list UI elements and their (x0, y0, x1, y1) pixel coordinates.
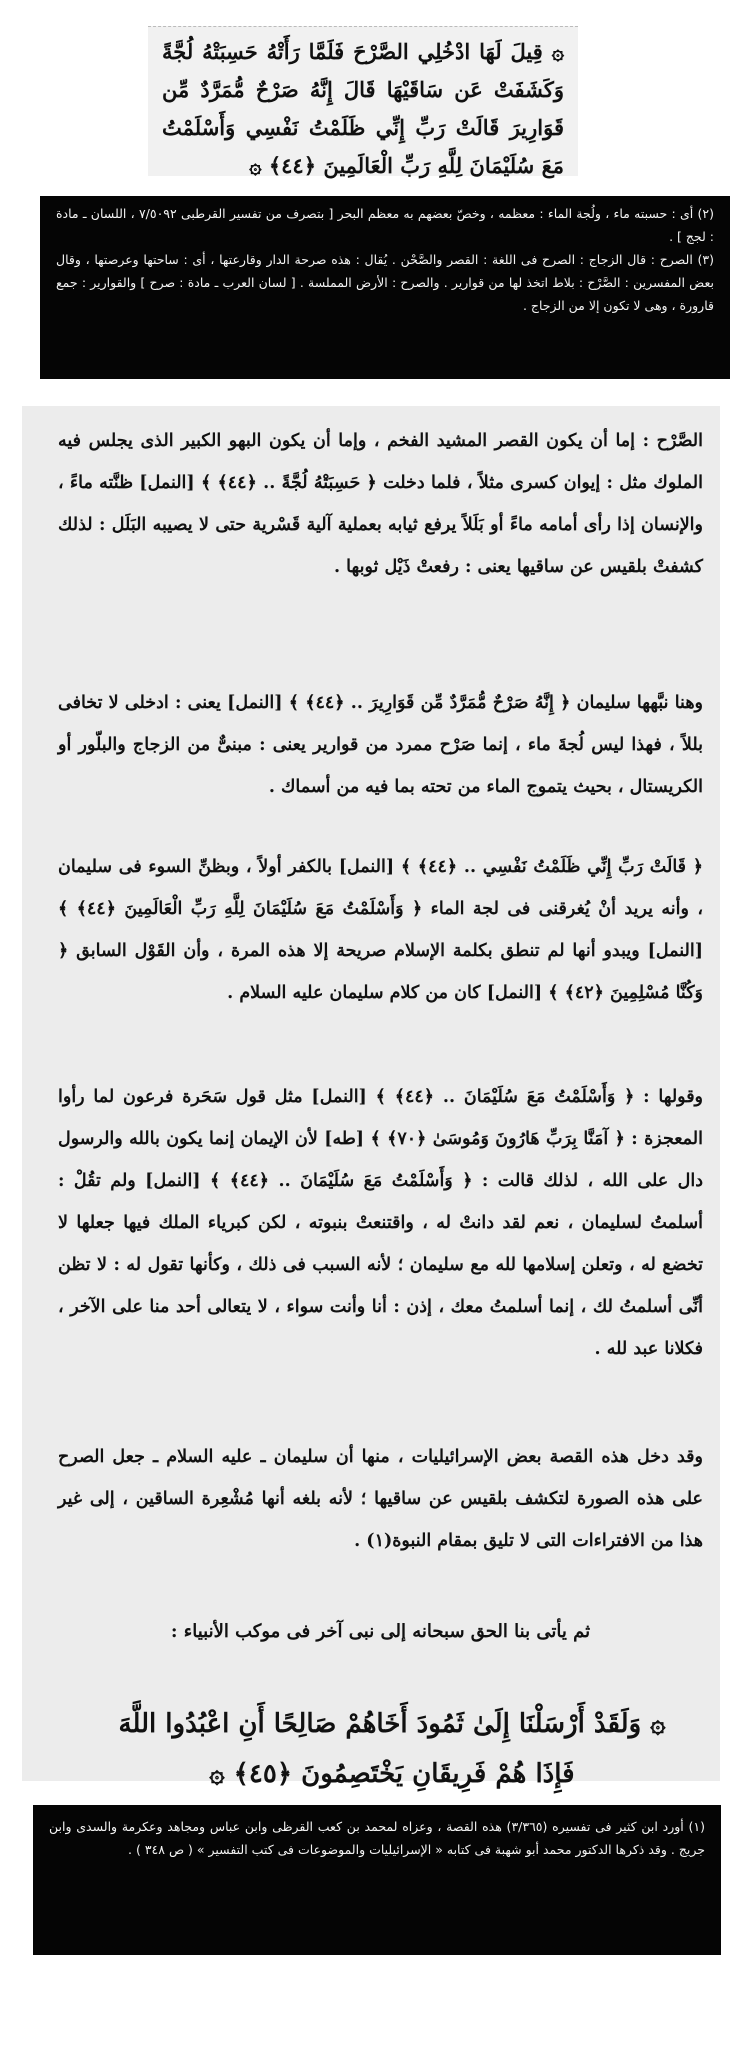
footnote-2: (٢) أى : حسبته ماء ، ولُجة الماء : معظمه ، وخصّ بعضهم به معظم البحر [ بتصرف من تفسير القرطبى ٧/٥٠٩٢ ، اللسان ـ مادة : لجج ] . (56, 206, 714, 244)
quran-verse-bottom: ۞ وَلَقَدْ أَرْسَلْنَا إِلَىٰ ثَمُودَ أَخَاهُمْ صَالِحًا أَنِ اعْبُدُوا اللَّهَ فَإِذَا هُمْ فَرِيقَانِ يَخْتَصِمُونَ ﴿٤٥﴾ ۞ (118, 1709, 666, 1789)
footnote-bottom-panel (33, 1805, 721, 1955)
paragraph-her-saying: وقولها : ﴿ وَأَسْلَمْتُ مَعَ سُلَيْمَانَ .. ﴿٤٤﴾ ﴾ [النمل] مثل قول سَحَرة فرعون لما رأوا المعجزة : ﴿ آمَنَّا بِرَبِّ هَارُونَ وَمُوسَىٰ ﴿٧٠﴾ ﴾ [طه] لأن الإيمان إنما يكون بالله والرسول دال على الله ، لذلك قالت : ﴿ وَأَسْلَمْتُ مَعَ سُلَيْمَانَ .. ﴿٤٤﴾ ﴾ [النمل] ولم تقُلْ : أسلمتُ لسليمان ، نعم لقد دانتْ له ، واقتنعتْ بنبوته ، لكن كبرياء الملك فيها جعلها لا تخضع له ، وتعلن إسلامها لله مع سليمان ؛ لأنه السبب فى ذلك ، وكأنها تقول له : لا تظن أنِّى أسلمتُ لك ، إنما أسلمتُ معك ، إذن : أنا وأنت سواء ، لا يتعالى أحد منا على الآخر ، فكلانا عبد لله . (58, 1087, 704, 1359)
paragraph-queen-confession: ﴿ قَالَتْ رَبِّ إِنِّي ظَلَمْتُ نَفْسِي .. ﴿٤٤﴾ ﴾ [النمل] بالكفر أولاً ، وبظنِّ السوء فى سليمان ، وأنه يريد أنْ يُغرقنى فى لجة الماء ﴿ وَأَسْلَمْتُ مَعَ سُلَيْمَانَ لِلَّهِ رَبِّ الْعَالَمِينَ ﴿٤٤﴾ ﴾ [النمل] ويبدو أنها لم تنطق بكلمة الإسلام صريحة إلا هذه المرة ، وأن القَوْل السابق ﴿ وَكُنَّا مُسْلِمِينَ ﴿٤٢﴾ ﴾ [النمل] كان من كلام سليمان عليه السلام . (58, 857, 703, 1003)
quran-verse-top (148, 26, 578, 176)
footnote-1: (١) أورد ابن كثير فى تفسيره (٣/٣٦٥) هذه القصة ، وعزاه لمحمد بن كعب القرظى وابن عباس ومجاهد وعكرمة والسدى وابن جريج . وقد ذكرها الدكتور محمد أبو شهبة فى كتابه « الإسرائيليات والموضوعات فى كتب التفسير » ( ص ٣٤٨ ) . (49, 1819, 705, 1857)
transition-line: ثم يأتى بنا الحق سبحانه إلى نبى آخر فى موكب الأنبياء : (170, 1621, 591, 1642)
main-text-panel (22, 406, 720, 1789)
paragraph-israiliyyat: وقد دخل هذه القصة بعض الإسرائيليات ، منها أن سليمان ـ عليه السلام ـ جعل الصرح على هذه الصورة لتكشف بلقيس عن ساقيها ؛ لأنه بلغه أنها مُشْعِرة الساقين ، إلى غير هذا من الافتراءات التى لا تليق بمقام النبوة(١) . (58, 1447, 703, 1551)
footnote-3: (٣) الصرح : قال الزجاج : الصرح فى اللغة : القصر والصَّحْن . يُقال : هذه صرحة الدار وقارعتها ، أى : ساحتها وعرصتها ، وقال بعض المفسرين : الصَّرْح : بلاط اتخذ لها من قوارير . والصرح : الأرض المملسة . [ لسان العرب ـ مادة : صرح ] والقوارير : جمع قارورة ، وهى لا تكون إلا من الزجاج . (56, 252, 714, 313)
paragraph-sarh-definition: الصَّرْح : إما أن يكون القصر المشيد الفخم ، وإما أن يكون البهو الكبير الذى يجلس فيه الملوك مثل : إيوان كسرى مثلاً ، فلما دخلت ﴿ حَسِبَتْهُ لُجَّةً .. ﴿٤٤﴾ ﴾ [النمل] ظنَّته ماءً ، والإنسان إذا رأى أمامه ماءً أو بَلَلاً يرفع ثيابه بعملية آلية قَسْرية حتى لا يصيبه البَلَل : لذلك كشفتْ بلقيس عن ساقيها يعنى : رفعتْ ذَيْل ثوبها . (58, 431, 703, 577)
verse-top-text: ۞ قِيلَ لَهَا ادْخُلِي الصَّرْحَ فَلَمَّا رَأَتْهُ حَسِبَتْهُ لُجَّةً وَكَشَفَتْ عَن سَاقَيْهَا قَالَ إِنَّهُ صَرْحٌ مُّمَرَّدٌ مِّن قَوَارِيرَ قَالَتْ رَبِّ إِنِّي ظَلَمْتُ نَفْسِي وَأَسْلَمْتُ مَعَ سُلَيْمَانَ لِلَّهِ رَبِّ الْعَالَمِينَ ﴿٤٤﴾ ۞ (162, 39, 564, 178)
paragraph-suleiman-warning: وهنا نبَّهها سليمان ﴿ إِنَّهُ صَرْحٌ مُّمَرَّدٌ مِّن قَوَارِيرَ .. ﴿٤٤﴾ ﴾ [النمل] يعنى : ادخلى لا تخافى بللاً ، فهذا ليس لُجةَ ماء ، إنما صَرْح ممرد من قوارير يعنى : مبنىٌّ من الزجاج والبلّور أو الكريستال ، بحيث يتموج الماء من تحته بما فيه من أسماك . (58, 693, 704, 797)
footnotes-top-panel (40, 196, 730, 379)
